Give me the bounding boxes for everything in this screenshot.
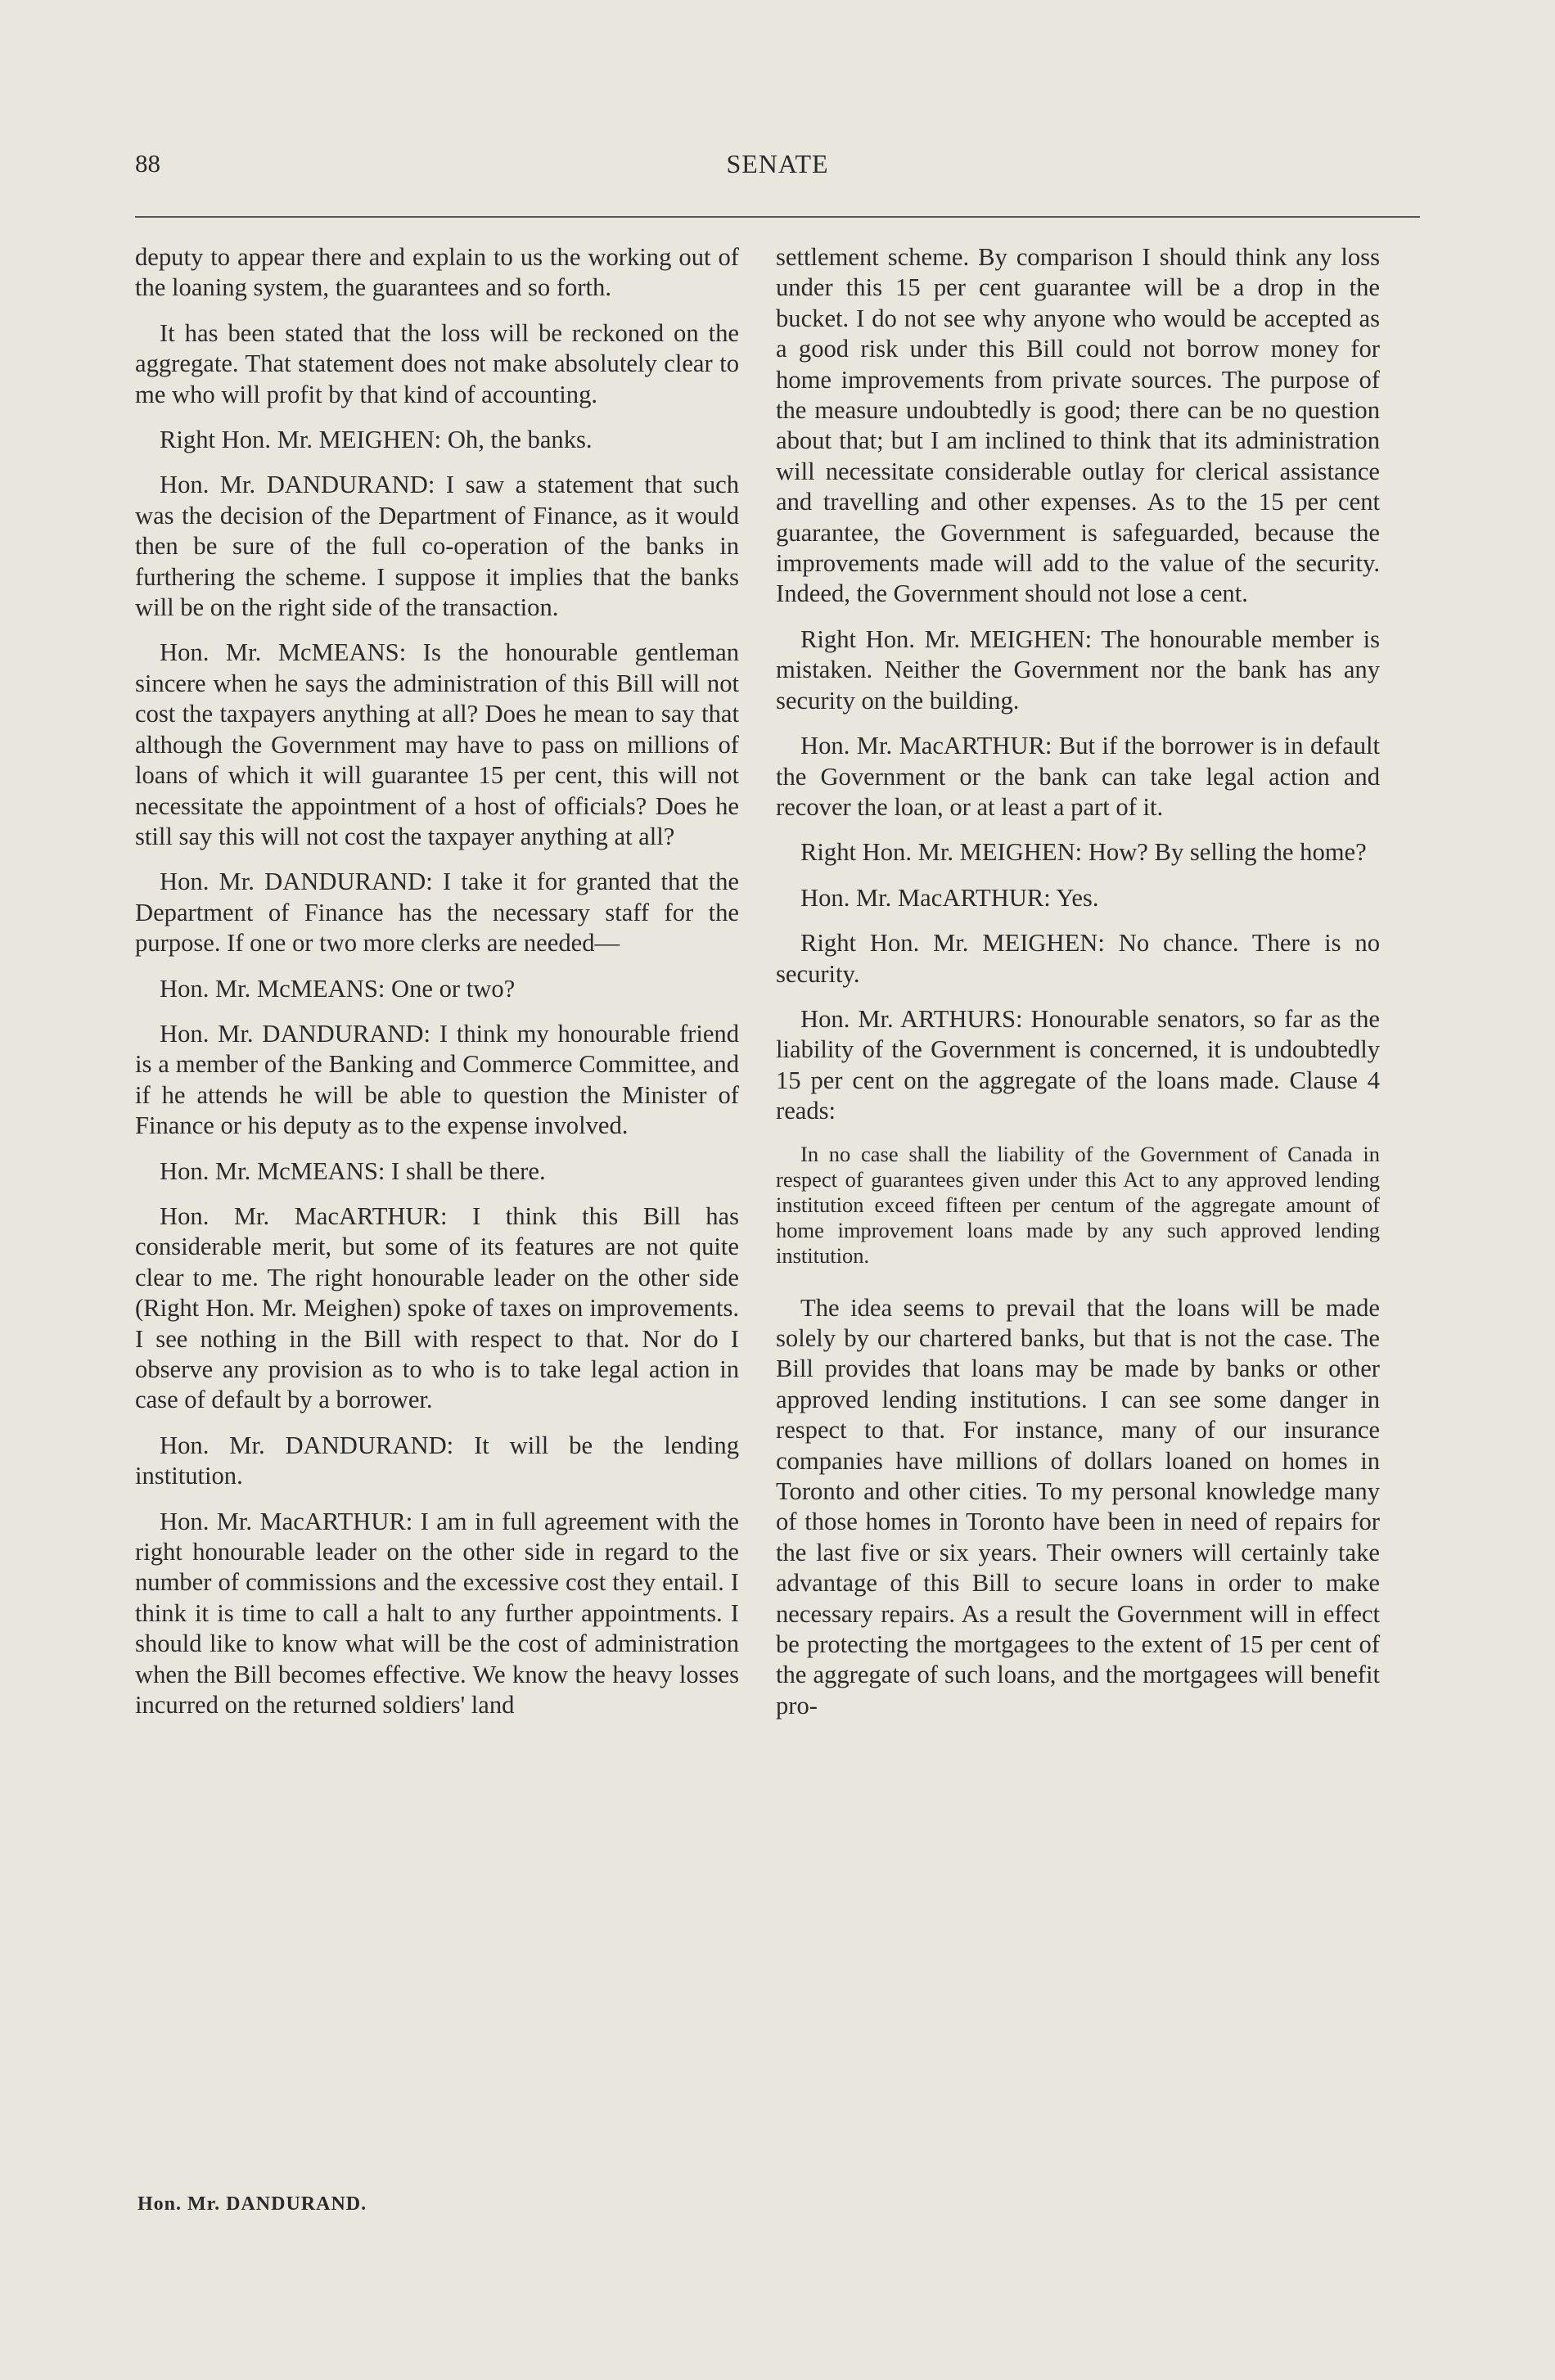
paragraph: Hon. Mr. DANDURAND: It will be the lending institution. xyxy=(135,1431,739,1490)
left-column xyxy=(135,242,739,1720)
paragraph: Hon. Mr. DANDURAND: I take it for granted that the Department of Finance has the necessary staff for the purpose. If one or two more clerks are needed— xyxy=(135,868,739,958)
paragraph: Hon. Mr. MacARTHUR: I think this Bill has considerable merit, but some of its features are not quite clear to me. The right honourable leader on the other side (Right Hon. Mr. Meighen) spoke of taxes on improvements. I see nothing in the Bill with respect to that. Nor do I observe any provision as to who is to take legal action in case of default by a borrower. xyxy=(135,1201,739,1414)
right-column xyxy=(776,242,1380,1721)
page-number: 88 xyxy=(135,149,160,178)
paragraph: It has been stated that the loss will be reckoned on the aggregate. That statement does not make absolutely clear to me who will profit by that kind of accounting. xyxy=(135,318,739,408)
paragraph: deputy to appear there and explain to us the working out of the loaning system, the guarantees and so forth. xyxy=(135,243,739,302)
page-header xyxy=(135,149,1420,190)
paragraph: Right Hon. Mr. MEIGHEN: The honourable member is mistaken. Neither the Government nor the bank has any security on the building. xyxy=(776,624,1380,714)
paragraph: Hon. Mr. MacARTHUR: But if the borrower is in default the Government or the bank can take legal action and recover the loan, or at least a part of it. xyxy=(776,732,1380,821)
paragraph: Right Hon. Mr. MEIGHEN: Oh, the banks. xyxy=(160,426,593,454)
paragraph: The idea seems to prevail that the loans will be made solely by our chartered banks, but that is not the case. The Bill provides that loans may be made by banks or other approved lending institutions. I can see some danger in respect to that. For instance, many of our insurance companies have millions of dollars loaned on homes in Toronto and other cities. To my personal knowledge many of those homes in Toronto have been in need of repairs for the last five or six years. Their owners will certainly take advantage of this Bill to secure loans in order to make necessary repairs. As a result the Government will in effect be protecting the mortgagees to the extent of 15 per cent of the aggregate of such loans, and the mortgagees will benefit pro- xyxy=(776,1293,1380,1720)
paragraph: Hon. Mr. DANDURAND: I saw a statement that such was the decision of the Department of Finance, as it would then be sure of the full co-operation of the banks in furthering the scheme. I suppose it implies that the banks will be on the right side of the transaction. xyxy=(135,471,739,622)
paragraph: Hon. Mr. ARTHURS: Honourable senators, so far as the liability of the Government is concerned, it is undoubtedly 15 per cent on the aggregate of the loans made. Clause 4 reads: xyxy=(776,1004,1380,1125)
footer-speaker-note: Hon. Mr. DANDURAND. xyxy=(137,2193,367,2215)
paragraph: Hon. Mr. MacARTHUR: Yes. xyxy=(800,883,1099,912)
paragraph: Hon. Mr. McMEANS: Is the honourable gentleman sincere when he says the administration of this Bill will not cost the taxpayers anything at all? Does he mean to say that although the Government may have to pass on millions of loans of which it will guarantee 15 per cent, this will not necessitate the appointment of a host of officials? Does he still say this will not cost the taxpayer anything at all? xyxy=(135,638,739,850)
paragraph: Hon. Mr. McMEANS: One or two? xyxy=(160,974,516,1003)
paragraph: Hon. Mr. McMEANS: I shall be there. xyxy=(160,1156,546,1185)
running-head: SENATE xyxy=(726,149,829,178)
paragraph: settlement scheme. By comparison I should think any loss under this 15 per cent guarantee will be a drop in the bucket. I do not see why anyone who would be accepted as a good risk under this Bill could not borrow money for home improvements from private sources. The purpose of the measure undoubtedly is good; there can be no question about that; but I am inclined to think that its administration will necessitate considerable outlay for clerical assistance and travelling and other expenses. As to the 15 per cent guarantee, the Government is safeguarded, because the improvements made will add to the value of the security. Indeed, the Government should not lose a cent. xyxy=(776,243,1380,608)
paragraph: Hon. Mr. DANDURAND: I think my honourable friend is a member of the Banking and Commerce Committee, and if he attends he will be able to question the Minister of Finance or his deputy as to the expense involved. xyxy=(135,1019,739,1140)
paragraph: Right Hon. Mr. MEIGHEN: How? By selling the home? xyxy=(800,838,1367,867)
header-rule xyxy=(135,216,1420,218)
paragraph: Hon. Mr. MacARTHUR: I am in full agreement with the right honourable leader on the other side in regard to the number of commissions and the excessive cost they entail. I think it is time to call a halt to any further appointments. I should like to know what will be the cost of administration when the Bill becomes effective. We know the heavy losses incurred on the returned soldiers' land xyxy=(135,1507,739,1720)
paragraph: Right Hon. Mr. MEIGHEN: No chance. There is no security. xyxy=(776,929,1380,988)
block-quote: In no case shall the liability of the Government of Canada in respect of guarantees given under this Act to any approved lending institution exceed fifteen per centum of the aggregate amount of home improvement loans made by any such approved lending institution. xyxy=(776,1141,1380,1268)
